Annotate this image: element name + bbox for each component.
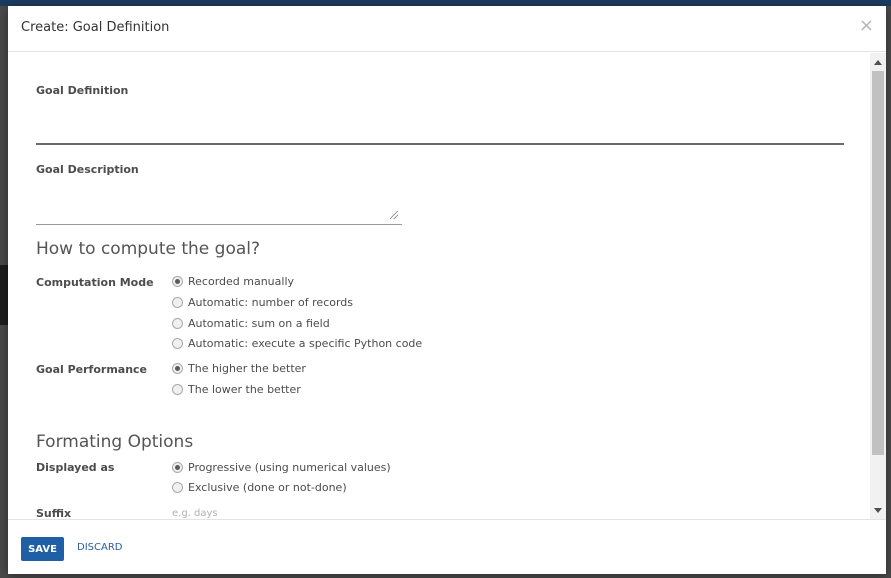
suffix-input[interactable] bbox=[172, 504, 282, 519]
option-label: Automatic: sum on a field bbox=[188, 316, 330, 330]
computation-mode-option[interactable] bbox=[172, 315, 330, 331]
compute-section-title: How to compute the goal? bbox=[36, 239, 261, 259]
vertical-scrollbar[interactable] bbox=[870, 53, 886, 519]
goal-description-label: Goal Description bbox=[36, 163, 139, 176]
radio-checked-icon[interactable] bbox=[172, 363, 183, 374]
radio-icon[interactable] bbox=[172, 297, 183, 308]
form-content bbox=[8, 53, 870, 519]
radio-checked-icon[interactable] bbox=[172, 276, 183, 287]
option-label: The higher the better bbox=[188, 361, 306, 375]
radio-icon[interactable] bbox=[172, 482, 183, 493]
suffix-label: Suffix bbox=[36, 507, 72, 519]
goal-definition-input[interactable] bbox=[36, 105, 844, 145]
radio-icon[interactable] bbox=[172, 384, 183, 395]
discard-button[interactable]: DISCARD bbox=[77, 542, 123, 553]
radio-checked-icon[interactable] bbox=[172, 462, 183, 473]
displayed-as-label: Displayed as bbox=[36, 461, 115, 474]
goal-description-textarea[interactable] bbox=[36, 176, 402, 225]
resize-handle-icon[interactable] bbox=[390, 211, 398, 219]
goal-definition-label: Goal Definition bbox=[36, 84, 129, 97]
dialog-footer bbox=[8, 519, 886, 574]
create-goal-dialog bbox=[8, 6, 886, 574]
background-block bbox=[0, 265, 8, 325]
goal-performance-option[interactable] bbox=[172, 360, 306, 376]
scrollbar-thumb[interactable] bbox=[872, 71, 884, 455]
computation-mode-option[interactable] bbox=[172, 335, 422, 351]
goal-performance-label: Goal Performance bbox=[36, 363, 148, 376]
computation-mode-option[interactable] bbox=[172, 273, 294, 289]
scroll-up-arrow-icon[interactable] bbox=[874, 60, 882, 65]
radio-icon[interactable] bbox=[172, 338, 183, 349]
option-label: Recorded manually bbox=[188, 274, 295, 288]
option-label: The lower the better bbox=[188, 382, 301, 396]
dialog-body bbox=[8, 53, 886, 519]
formatting-section-title: Formating Options bbox=[36, 432, 194, 452]
computation-mode-option[interactable] bbox=[172, 294, 353, 310]
option-label: Automatic: number of records bbox=[188, 295, 354, 309]
option-label: Exclusive (done or not-done) bbox=[188, 480, 347, 494]
option-label: Automatic: execute a specific Python code bbox=[188, 336, 423, 350]
option-label: Progressive (using numerical values) bbox=[188, 460, 391, 474]
goal-performance-option[interactable] bbox=[172, 381, 301, 397]
close-icon[interactable]: × bbox=[858, 15, 874, 36]
displayed-as-option[interactable] bbox=[172, 479, 347, 495]
save-button[interactable]: SAVE bbox=[21, 537, 64, 561]
scroll-down-arrow-icon[interactable] bbox=[874, 508, 882, 513]
radio-icon[interactable] bbox=[172, 318, 183, 329]
dialog-header bbox=[8, 6, 886, 52]
displayed-as-option[interactable] bbox=[172, 459, 391, 475]
computation-mode-label: Computation Mode bbox=[36, 276, 154, 289]
dialog-title: Create: Goal Definition bbox=[21, 20, 170, 35]
